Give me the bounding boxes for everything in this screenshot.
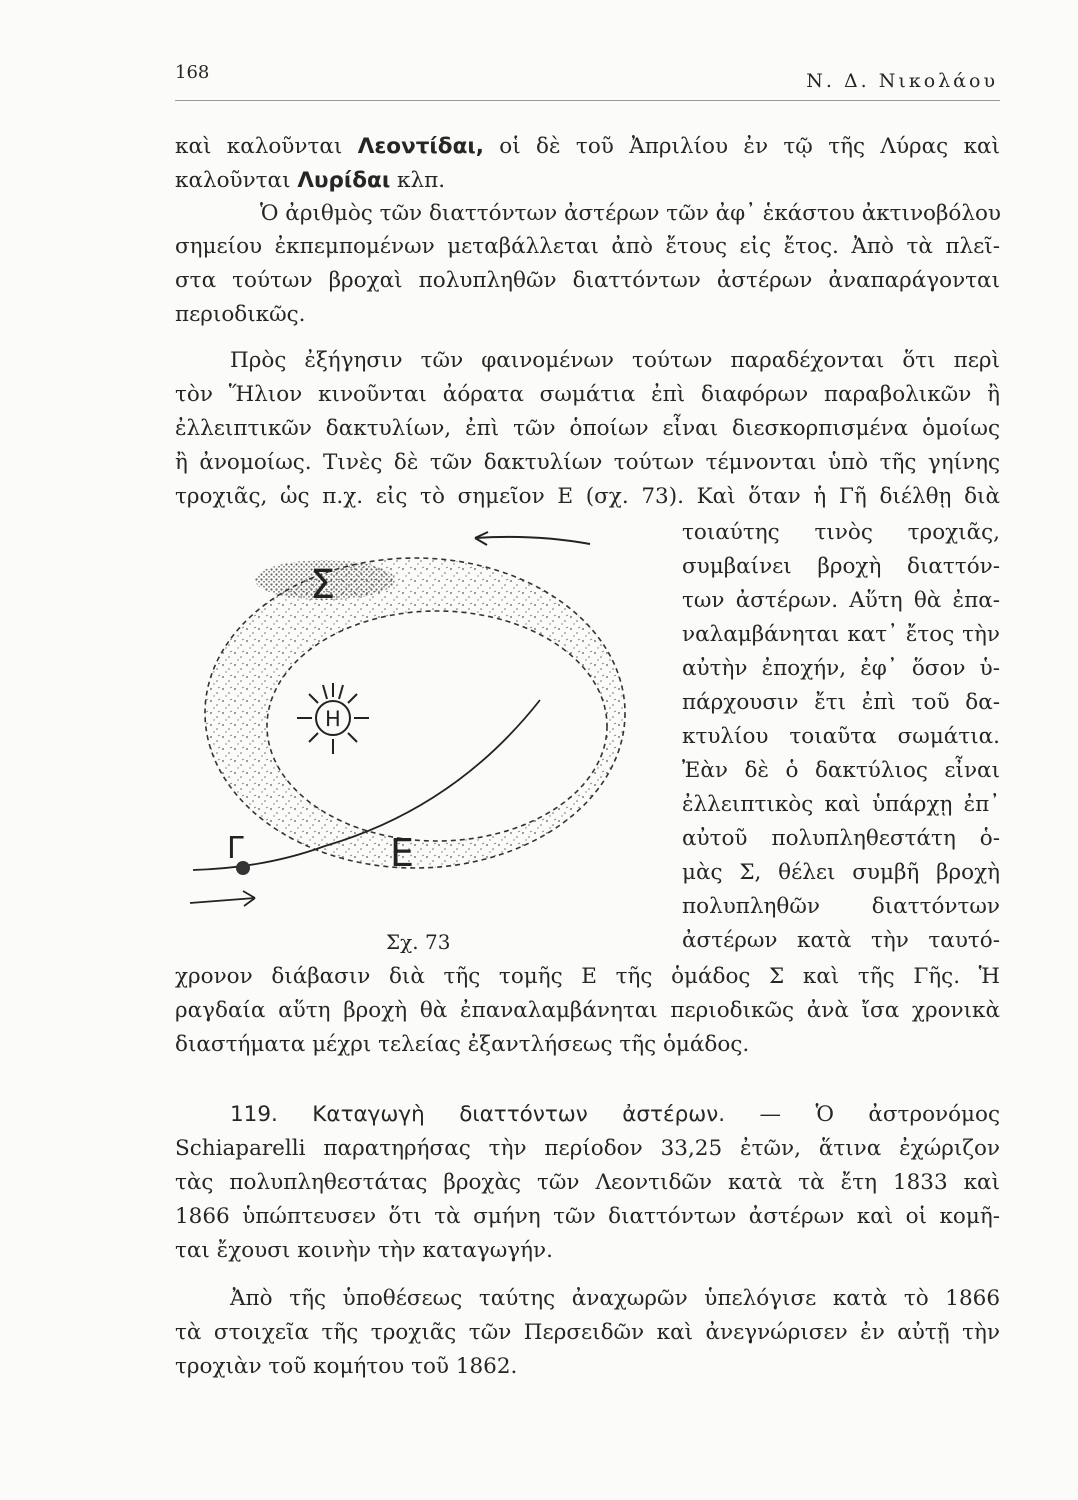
label-earth: Γ [227,831,244,866]
text-line: ἐλλειπτικῶν δακτυλίων, ἐπὶ τῶν ὁποίων εἶναι διεσκορπισμένα ὁμοίως [175,416,1000,441]
side-text-line: ἐλλειπτικὸς καὶ ὑπάρχῃ ἐπ᾽ [682,792,1000,817]
text-line: χρονον διάβασιν διὰ τῆς τομῆς Ε τῆς ὁμάδος Σ καὶ τῆς Γῆς. Ἡ [175,964,1000,989]
text-line: καὶ καλοῦνται Λεοντίδαι, οἱ δὲ τοῦ Ἀπριλίου ἐν τῷ τῆς Λύρας καὶ [175,134,1000,159]
side-text-line: των ἀστέρων. Αὕτη θὰ ἐπα- [682,588,1000,613]
side-text-line: κτυλίου τοιαῦτα σωμάτια. [682,724,1000,749]
side-text-line: ἀστέρων κατὰ τὴν ταυτό- [682,928,1000,953]
page-number: 168 [175,62,210,83]
side-text-line: ναλαμβάνηται κατ᾽ ἔτος τὴν [682,622,1000,647]
text-line: ραγδαία αὕτη βροχὴ θὰ ἐπαναλαμβάνηται περιοδικῶς ἀνὰ ἴσα χρονικὰ [175,998,1000,1023]
orbit-direction-arrow [475,537,590,544]
running-head: Ν. Δ. Νικολάου [806,70,998,92]
text-line: Πρὸς ἐξήγησιν τῶν φαινομένων τούτων παραδέχονται ὅτι περὶ [230,348,1000,373]
text-line: τὸν Ἥλιον κινοῦνται ἀόρατα σωμάτια ἐπὶ διαφόρων παραβολικῶν ἢ [175,382,1000,407]
side-text-line: συμβαίνει βροχὴ διαττόν- [682,554,1000,579]
figure-caption: Σχ. 73 [386,930,451,954]
side-text-line: τοιαύτης τινὸς τροχιᾶς, [682,520,1000,545]
text-line: σημείου ἐκπεμπομένων μεταβάλλεται ἀπὸ ἔτους εἰς ἔτος. Ἀπὸ τὰ πλεῖ- [175,234,1000,259]
text-line: καλοῦνται Λυρίδαι κλπ. [175,168,446,193]
side-text-line: πάρχουσιν ἔτι ἐπὶ τοῦ δα- [682,690,1000,715]
term-lyridai: Λυρίδαι [297,168,391,193]
side-text-line: πολυπληθῶν διαττόντων [682,894,1000,919]
text-line: Ὁ ἀριθμὸς τῶν διαττόντων ἀστέρων τῶν ἀφ᾽ ἑκάστου ἀκτινοβόλου [260,201,1002,226]
side-text-line: Ἐὰν δὲ ὁ δακτύλιος εἶναι [682,758,1000,783]
text-line: ται ἔχουσι κοινὴν τὴν καταγωγήν. [175,1238,553,1263]
earth-direction-arrow [190,898,255,903]
text-line: τὰ στοιχεῖα τῆς τροχιᾶς τῶν Περσειδῶν καὶ ἀνεγνώρισεν ἐν αὐτῇ τὴν [175,1320,1000,1345]
side-text-line: αὐτοῦ πολυπληθεστάτη ὁ- [682,826,1000,851]
text-line: στα τούτων βροχαὶ πολυπληθῶν διαττόντων ἀστέρων ἀναπαράγονται [175,268,1000,293]
section-heading-line: 119. Καταγωγὴ διαττόντων ἀστέρων. — Ὁ ἀστρονόμος [230,1102,1000,1127]
text-line: τροχιὰν τοῦ κομήτου τοῦ 1862. [175,1354,518,1379]
text-line: περιοδικῶς. [175,302,306,327]
label-group: Σ [310,562,336,608]
figure-73 [185,518,680,958]
side-text-line: αὐτὴν ἐποχήν, ἐφ᾽ ὅσον ὑ- [682,656,1000,681]
text-line: τὰς πολυπληθεστάτας βροχὰς τῶν Λεοντιδῶν κατὰ τὰ ἔτη 1833 καὶ [175,1170,1000,1195]
section-heading: 119. Καταγωγὴ διαττόντων ἀστέρων. [230,1102,726,1127]
meteor-ring [205,558,625,868]
text-line: 1866 ὑπώπτευσεν ὅτι τὰ σμήνη τῶν διαττόντων ἀστέρων καὶ οἱ κομῆ- [175,1204,1000,1229]
text-line: διαστήματα μέχρι τελείας ἐξαντλήσεως τῆς ὁμάδος. [175,1032,750,1057]
side-text-line: μὰς Σ, θέλει συμβῆ βροχὴ [682,860,1000,885]
meteor-ring-diagram [185,518,680,918]
text-line: Schiaparelli παρατηρήσας τὴν περίοδον 33,25 ἐτῶν, ἅτινα ἐχώριζον [175,1136,1000,1161]
text-line: τροχιᾶς, ὡς π.χ. εἰς τὸ σημεῖον Ε (σχ. 73). Καὶ ὅταν ἡ Γῆ διέλθῃ διὰ [175,484,1000,509]
term-leontidai: Λεοντίδαι, [357,134,484,159]
label-sun: Η [325,707,341,731]
text-line: Ἀπὸ τῆς ὑποθέσεως ταύτης ἀναχωρῶν ὑπελόγισε κατὰ τὸ 1866 [230,1286,1000,1311]
label-intersection: Ε [390,831,415,875]
text-line: ἢ ἀνομοίως. Τινὲς δὲ τῶν δακτυλίων τούτων τέμνονται ὑπὸ τῆς γηίνης [175,450,1000,475]
page-header [175,60,1000,101]
